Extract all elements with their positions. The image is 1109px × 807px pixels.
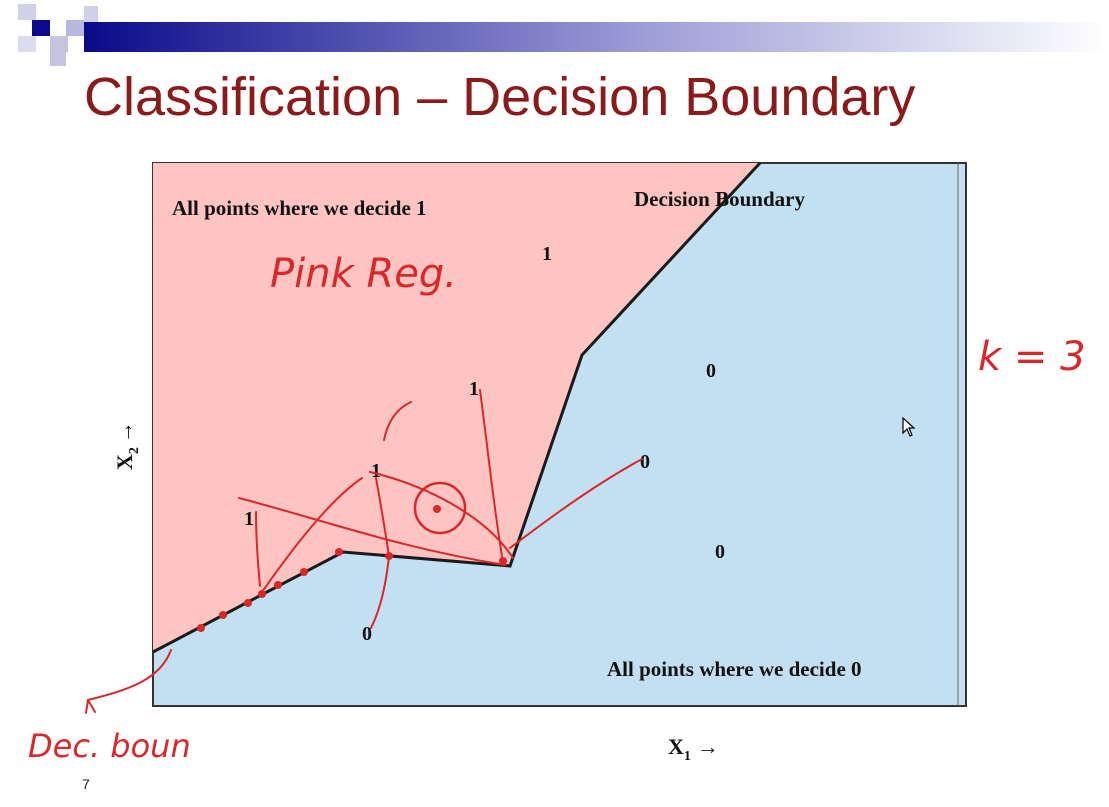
point-label: 0 xyxy=(362,623,372,645)
point-label: 1 xyxy=(469,378,479,400)
x-axis-letter: X xyxy=(668,734,684,759)
slide-number: 7 xyxy=(82,776,90,792)
handwritten-note-boundary: Dec. boun xyxy=(28,727,191,765)
svg-text:X2→ xyxy=(112,421,142,470)
x-axis-label xyxy=(668,734,719,764)
point-label: 0 xyxy=(640,451,650,473)
handwritten-note-pink-region: Pink Reg. xyxy=(270,251,457,297)
y-axis-label xyxy=(112,421,142,470)
point-label: 1 xyxy=(542,243,552,265)
point-label: 1 xyxy=(244,508,254,530)
point-label: 1 xyxy=(371,460,381,482)
point-label: 0 xyxy=(706,360,716,382)
y-axis-letter: X xyxy=(112,454,137,470)
point-label: 0 xyxy=(715,541,725,563)
x-axis-arrow: → xyxy=(696,734,719,759)
slide-title: Classification – Decision Boundary xyxy=(84,67,916,127)
region-1-caption: All points where we decide 1 xyxy=(172,196,427,220)
y-axis-arrow: → xyxy=(112,421,137,444)
handwritten-note-k: k = 3 xyxy=(978,334,1086,380)
boundary-caption: Decision Boundary xyxy=(634,187,805,211)
mouse-cursor-icon xyxy=(902,417,918,439)
y-axis-subscript: 2 xyxy=(127,447,142,455)
x-axis-subscript: 1 xyxy=(683,749,691,764)
region-0-caption: All points where we decide 0 xyxy=(607,657,862,681)
